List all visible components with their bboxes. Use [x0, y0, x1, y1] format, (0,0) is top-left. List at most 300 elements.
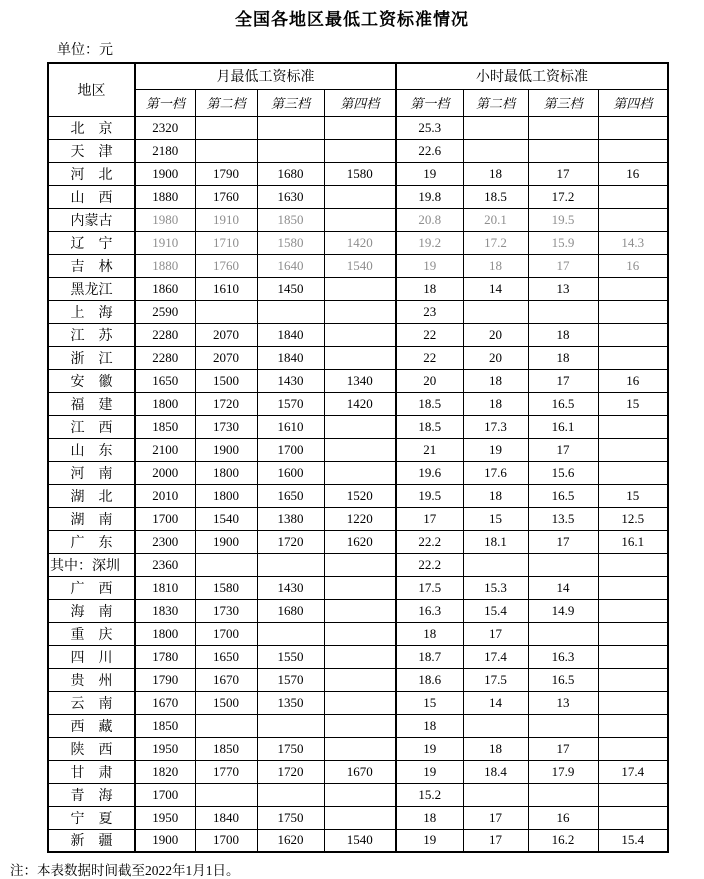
region-cell: 河 南 — [48, 461, 135, 484]
monthly-value-cell: 1680 — [257, 162, 324, 185]
monthly-value-cell: 1840 — [257, 323, 324, 346]
monthly-value-cell: 1750 — [257, 806, 324, 829]
hourly-value-cell — [598, 714, 668, 737]
table-body — [48, 116, 668, 852]
monthly-value-cell: 1670 — [135, 691, 195, 714]
monthly-value-cell: 1720 — [257, 530, 324, 553]
monthly-value-cell: 1430 — [257, 576, 324, 599]
monthly-value-cell: 1650 — [257, 484, 324, 507]
hourly-value-cell: 19.6 — [396, 461, 463, 484]
hourly-value-cell: 22 — [396, 323, 463, 346]
table-row — [48, 622, 668, 645]
unit-label: 单位：元 — [57, 43, 113, 58]
hourly-value-cell: 17 — [463, 806, 528, 829]
monthly-value-cell: 1540 — [324, 829, 396, 852]
table-row — [48, 530, 668, 553]
monthly-value-cell: 2280 — [135, 346, 195, 369]
monthly-value-cell: 1670 — [324, 760, 396, 783]
monthly-value-cell — [324, 323, 396, 346]
monthly-value-cell: 1700 — [135, 507, 195, 530]
monthly-value-cell: 2100 — [135, 438, 195, 461]
monthly-value-cell — [324, 300, 396, 323]
hourly-value-cell: 16 — [598, 162, 668, 185]
region-cell: 山 西 — [48, 185, 135, 208]
monthly-value-cell: 2000 — [135, 461, 195, 484]
monthly-value-cell: 1910 — [195, 208, 257, 231]
hourly-value-cell — [528, 553, 598, 576]
page-title: 全国各地区最低工资标准情况 — [235, 10, 469, 29]
monthly-value-cell: 1800 — [195, 484, 257, 507]
hourly-value-cell: 17 — [528, 737, 598, 760]
table-row — [48, 300, 668, 323]
monthly-value-cell — [257, 139, 324, 162]
monthly-value-cell: 1700 — [257, 438, 324, 461]
region-cell: 浙 江 — [48, 346, 135, 369]
monthly-value-cell: 1580 — [257, 231, 324, 254]
monthly-value-cell: 1880 — [135, 185, 195, 208]
region-cell: 新 疆 — [48, 829, 135, 852]
table-row — [48, 783, 668, 806]
hourly-value-cell: 16.2 — [528, 829, 598, 852]
table-row — [48, 438, 668, 461]
hourly-value-cell: 17.2 — [528, 185, 598, 208]
hourly-value-cell — [598, 553, 668, 576]
monthly-value-cell: 1760 — [195, 254, 257, 277]
monthly-value-cell — [324, 461, 396, 484]
hourly-value-cell: 16 — [528, 806, 598, 829]
monthly-value-cell: 2300 — [135, 530, 195, 553]
hourly-value-cell — [598, 668, 668, 691]
monthly-value-cell — [257, 714, 324, 737]
monthly-value-cell — [257, 622, 324, 645]
monthly-tier1-header: 第一档 — [135, 89, 195, 116]
monthly-value-cell: 1780 — [135, 645, 195, 668]
monthly-value-cell: 1800 — [135, 622, 195, 645]
monthly-value-cell: 1730 — [195, 599, 257, 622]
region-cell: 辽 宁 — [48, 231, 135, 254]
table-row — [48, 323, 668, 346]
table-row — [48, 507, 668, 530]
monthly-value-cell: 1550 — [257, 645, 324, 668]
hourly-value-cell: 16 — [598, 369, 668, 392]
monthly-value-cell — [195, 139, 257, 162]
monthly-value-cell: 1810 — [135, 576, 195, 599]
hourly-value-cell: 15 — [598, 392, 668, 415]
monthly-value-cell: 2280 — [135, 323, 195, 346]
hourly-value-cell: 20 — [463, 323, 528, 346]
monthly-value-cell: 1840 — [195, 806, 257, 829]
hourly-value-cell: 17 — [528, 162, 598, 185]
monthly-value-cell: 1610 — [257, 415, 324, 438]
region-cell: 甘 肃 — [48, 760, 135, 783]
hourly-value-cell: 18.6 — [396, 668, 463, 691]
monthly-value-cell: 1680 — [257, 599, 324, 622]
hourly-tier1-header: 第一档 — [396, 89, 463, 116]
hourly-value-cell — [598, 415, 668, 438]
hourly-value-cell: 18.4 — [463, 760, 528, 783]
table-row — [48, 645, 668, 668]
hourly-value-cell: 20 — [463, 346, 528, 369]
hourly-value-cell — [598, 323, 668, 346]
hourly-value-cell: 23 — [396, 300, 463, 323]
monthly-value-cell: 1220 — [324, 507, 396, 530]
monthly-value-cell: 1630 — [257, 185, 324, 208]
wage-table — [47, 62, 669, 853]
hourly-value-cell — [598, 139, 668, 162]
monthly-value-cell — [324, 139, 396, 162]
monthly-value-cell: 1620 — [324, 530, 396, 553]
hourly-value-cell: 17.4 — [463, 645, 528, 668]
region-cell: 河 北 — [48, 162, 135, 185]
hourly-value-cell: 20.1 — [463, 208, 528, 231]
monthly-value-cell: 1800 — [135, 392, 195, 415]
hourly-value-cell: 15.3 — [463, 576, 528, 599]
table-row — [48, 668, 668, 691]
monthly-value-cell: 1820 — [135, 760, 195, 783]
monthly-section-header: 月最低工资标准 — [135, 63, 396, 89]
region-cell: 海 南 — [48, 599, 135, 622]
hourly-value-cell: 17 — [528, 369, 598, 392]
hourly-value-cell: 22.2 — [396, 553, 463, 576]
monthly-value-cell: 1670 — [195, 668, 257, 691]
hourly-value-cell: 17 — [463, 622, 528, 645]
monthly-value-cell — [324, 599, 396, 622]
monthly-value-cell: 1620 — [257, 829, 324, 852]
monthly-value-cell: 1950 — [135, 806, 195, 829]
hourly-value-cell: 13.5 — [528, 507, 598, 530]
hourly-value-cell: 18.5 — [396, 415, 463, 438]
table-row — [48, 576, 668, 599]
monthly-value-cell: 1900 — [135, 829, 195, 852]
hourly-value-cell: 18 — [396, 277, 463, 300]
monthly-value-cell: 2360 — [135, 553, 195, 576]
monthly-value-cell: 1380 — [257, 507, 324, 530]
hourly-value-cell: 16.5 — [528, 392, 598, 415]
hourly-value-cell: 19 — [463, 438, 528, 461]
monthly-value-cell: 1700 — [135, 783, 195, 806]
hourly-value-cell: 19.8 — [396, 185, 463, 208]
monthly-value-cell — [324, 783, 396, 806]
monthly-value-cell: 1540 — [324, 254, 396, 277]
monthly-value-cell — [324, 576, 396, 599]
region-cell: 云 南 — [48, 691, 135, 714]
region-cell: 黑龙江 — [48, 277, 135, 300]
region-cell: 江 西 — [48, 415, 135, 438]
monthly-value-cell: 1340 — [324, 369, 396, 392]
hourly-value-cell: 22.2 — [396, 530, 463, 553]
monthly-value-cell — [195, 714, 257, 737]
hourly-value-cell: 17.5 — [463, 668, 528, 691]
monthly-value-cell: 1710 — [195, 231, 257, 254]
monthly-value-cell: 1860 — [135, 277, 195, 300]
monthly-value-cell: 1730 — [195, 415, 257, 438]
monthly-value-cell — [324, 346, 396, 369]
monthly-value-cell — [257, 116, 324, 139]
monthly-value-cell: 1540 — [195, 507, 257, 530]
hourly-value-cell — [463, 714, 528, 737]
monthly-value-cell: 1520 — [324, 484, 396, 507]
monthly-value-cell: 1700 — [195, 622, 257, 645]
monthly-value-cell: 1700 — [195, 829, 257, 852]
monthly-value-cell — [324, 277, 396, 300]
region-cell: 青 海 — [48, 783, 135, 806]
monthly-value-cell: 1650 — [195, 645, 257, 668]
monthly-value-cell: 1450 — [257, 277, 324, 300]
monthly-value-cell — [324, 714, 396, 737]
region-cell: 安 徽 — [48, 369, 135, 392]
table-row — [48, 691, 668, 714]
hourly-value-cell: 14.9 — [528, 599, 598, 622]
region-cell: 重 庆 — [48, 622, 135, 645]
monthly-value-cell: 1420 — [324, 392, 396, 415]
region-cell: 广 东 — [48, 530, 135, 553]
monthly-value-cell: 1650 — [135, 369, 195, 392]
table-row — [48, 277, 668, 300]
hourly-value-cell: 19 — [396, 254, 463, 277]
monthly-value-cell: 2320 — [135, 116, 195, 139]
hourly-value-cell: 15.4 — [463, 599, 528, 622]
hourly-value-cell — [598, 461, 668, 484]
monthly-value-cell — [324, 185, 396, 208]
hourly-value-cell: 17.6 — [463, 461, 528, 484]
monthly-value-cell: 1750 — [257, 737, 324, 760]
region-cell: 陕 西 — [48, 737, 135, 760]
hourly-value-cell — [598, 346, 668, 369]
monthly-tier4-header: 第四档 — [324, 89, 396, 116]
monthly-value-cell — [324, 737, 396, 760]
hourly-value-cell: 15.9 — [528, 231, 598, 254]
monthly-value-cell: 2180 — [135, 139, 195, 162]
region-cell: 天 津 — [48, 139, 135, 162]
monthly-value-cell — [257, 783, 324, 806]
hourly-value-cell — [528, 116, 598, 139]
hourly-value-cell: 18 — [463, 737, 528, 760]
table-row — [48, 737, 668, 760]
hourly-value-cell: 19 — [396, 760, 463, 783]
monthly-value-cell — [257, 300, 324, 323]
monthly-value-cell: 2010 — [135, 484, 195, 507]
monthly-value-cell: 1770 — [195, 760, 257, 783]
hourly-value-cell: 19.5 — [396, 484, 463, 507]
monthly-value-cell: 1880 — [135, 254, 195, 277]
hourly-value-cell — [528, 300, 598, 323]
monthly-value-cell — [324, 645, 396, 668]
monthly-value-cell — [324, 208, 396, 231]
hourly-value-cell: 16.5 — [528, 484, 598, 507]
hourly-tier2-header: 第二档 — [463, 89, 528, 116]
hourly-value-cell: 15.6 — [528, 461, 598, 484]
hourly-value-cell: 18 — [396, 714, 463, 737]
table-row — [48, 484, 668, 507]
hourly-value-cell: 18 — [463, 162, 528, 185]
table-row — [48, 599, 668, 622]
table-row — [48, 254, 668, 277]
hourly-value-cell: 18.7 — [396, 645, 463, 668]
hourly-value-cell — [463, 116, 528, 139]
table-row — [48, 806, 668, 829]
hourly-value-cell: 14 — [528, 576, 598, 599]
hourly-value-cell: 17.3 — [463, 415, 528, 438]
hourly-value-cell: 20 — [396, 369, 463, 392]
hourly-value-cell: 16.3 — [396, 599, 463, 622]
monthly-value-cell — [324, 438, 396, 461]
monthly-value-cell — [195, 300, 257, 323]
region-cell: 其中：深圳 — [48, 553, 135, 576]
hourly-value-cell: 18 — [463, 484, 528, 507]
hourly-value-cell — [463, 300, 528, 323]
monthly-value-cell: 1790 — [195, 162, 257, 185]
hourly-value-cell: 19 — [396, 829, 463, 852]
hourly-value-cell — [598, 576, 668, 599]
hourly-value-cell: 17.5 — [396, 576, 463, 599]
hourly-value-cell: 18.5 — [463, 185, 528, 208]
monthly-value-cell: 1580 — [195, 576, 257, 599]
table-row — [48, 231, 668, 254]
hourly-value-cell — [463, 783, 528, 806]
hourly-value-cell: 14 — [463, 691, 528, 714]
hourly-value-cell — [598, 185, 668, 208]
monthly-value-cell: 1600 — [257, 461, 324, 484]
region-cell: 吉 林 — [48, 254, 135, 277]
table-row — [48, 714, 668, 737]
monthly-tier3-header: 第三档 — [257, 89, 324, 116]
table-row — [48, 829, 668, 852]
region-cell: 宁 夏 — [48, 806, 135, 829]
hourly-value-cell: 18 — [463, 369, 528, 392]
monthly-value-cell: 1430 — [257, 369, 324, 392]
hourly-value-cell: 13 — [528, 691, 598, 714]
hourly-value-cell — [463, 553, 528, 576]
monthly-value-cell: 2070 — [195, 323, 257, 346]
hourly-value-cell — [598, 622, 668, 645]
monthly-value-cell — [195, 116, 257, 139]
hourly-value-cell — [528, 139, 598, 162]
monthly-value-cell: 1500 — [195, 691, 257, 714]
monthly-value-cell: 1570 — [257, 392, 324, 415]
hourly-value-cell: 15.4 — [598, 829, 668, 852]
hourly-value-cell: 16.1 — [528, 415, 598, 438]
table-row — [48, 116, 668, 139]
hourly-value-cell: 19.5 — [528, 208, 598, 231]
header-tier-row — [48, 89, 668, 116]
table-row — [48, 208, 668, 231]
hourly-value-cell — [598, 116, 668, 139]
hourly-value-cell: 14 — [463, 277, 528, 300]
monthly-value-cell: 1850 — [257, 208, 324, 231]
hourly-value-cell: 15.2 — [396, 783, 463, 806]
monthly-value-cell: 1420 — [324, 231, 396, 254]
table-row — [48, 185, 668, 208]
hourly-value-cell: 12.5 — [598, 507, 668, 530]
hourly-value-cell: 17 — [463, 829, 528, 852]
monthly-value-cell: 1790 — [135, 668, 195, 691]
hourly-value-cell: 18 — [528, 346, 598, 369]
region-cell: 贵 州 — [48, 668, 135, 691]
monthly-value-cell: 1910 — [135, 231, 195, 254]
monthly-value-cell: 1500 — [195, 369, 257, 392]
monthly-value-cell: 1980 — [135, 208, 195, 231]
hourly-value-cell: 18 — [463, 392, 528, 415]
monthly-value-cell: 1640 — [257, 254, 324, 277]
monthly-value-cell: 1850 — [135, 714, 195, 737]
hourly-value-cell — [598, 208, 668, 231]
monthly-value-cell — [195, 553, 257, 576]
hourly-value-cell: 18 — [396, 622, 463, 645]
monthly-value-cell: 1720 — [257, 760, 324, 783]
table-row — [48, 553, 668, 576]
region-cell: 北 京 — [48, 116, 135, 139]
hourly-tier3-header: 第三档 — [528, 89, 598, 116]
hourly-value-cell: 22 — [396, 346, 463, 369]
monthly-value-cell — [324, 668, 396, 691]
hourly-value-cell — [598, 277, 668, 300]
hourly-value-cell: 18 — [396, 806, 463, 829]
table-row — [48, 139, 668, 162]
region-cell: 福 建 — [48, 392, 135, 415]
hourly-value-cell: 17.2 — [463, 231, 528, 254]
hourly-value-cell — [598, 737, 668, 760]
region-cell: 广 西 — [48, 576, 135, 599]
region-cell: 四 川 — [48, 645, 135, 668]
hourly-value-cell — [528, 622, 598, 645]
footnote: 注：本表数据时间截至2022年1月1日。 — [10, 863, 240, 878]
monthly-value-cell: 1830 — [135, 599, 195, 622]
region-cell: 湖 北 — [48, 484, 135, 507]
hourly-value-cell: 16.3 — [528, 645, 598, 668]
hourly-value-cell — [598, 783, 668, 806]
hourly-value-cell: 15 — [396, 691, 463, 714]
hourly-value-cell: 20.8 — [396, 208, 463, 231]
header-group-row — [48, 63, 668, 89]
hourly-value-cell — [598, 645, 668, 668]
table-row — [48, 369, 668, 392]
hourly-value-cell: 19 — [396, 737, 463, 760]
hourly-value-cell: 18.1 — [463, 530, 528, 553]
monthly-value-cell: 1570 — [257, 668, 324, 691]
hourly-section-header: 小时最低工资标准 — [396, 63, 668, 89]
hourly-value-cell: 14.3 — [598, 231, 668, 254]
monthly-value-cell: 1610 — [195, 277, 257, 300]
hourly-value-cell: 16.5 — [528, 668, 598, 691]
table-row — [48, 461, 668, 484]
hourly-value-cell — [598, 438, 668, 461]
monthly-value-cell: 1850 — [195, 737, 257, 760]
monthly-value-cell: 1950 — [135, 737, 195, 760]
region-column-header: 地区 — [48, 63, 135, 116]
hourly-value-cell: 19.2 — [396, 231, 463, 254]
region-cell: 内蒙古 — [48, 208, 135, 231]
monthly-value-cell: 1720 — [195, 392, 257, 415]
table-row — [48, 392, 668, 415]
hourly-tier4-header: 第四档 — [598, 89, 668, 116]
hourly-value-cell: 15 — [598, 484, 668, 507]
hourly-value-cell: 16.1 — [598, 530, 668, 553]
region-cell: 山 东 — [48, 438, 135, 461]
hourly-value-cell: 17 — [528, 254, 598, 277]
hourly-value-cell: 19 — [396, 162, 463, 185]
hourly-value-cell — [598, 300, 668, 323]
hourly-value-cell: 16 — [598, 254, 668, 277]
monthly-value-cell — [324, 806, 396, 829]
monthly-value-cell — [257, 553, 324, 576]
monthly-value-cell: 1850 — [135, 415, 195, 438]
monthly-value-cell: 1900 — [135, 162, 195, 185]
region-cell: 西 藏 — [48, 714, 135, 737]
monthly-value-cell — [195, 783, 257, 806]
hourly-value-cell: 17 — [528, 530, 598, 553]
hourly-value-cell: 22.6 — [396, 139, 463, 162]
hourly-value-cell: 17 — [396, 507, 463, 530]
